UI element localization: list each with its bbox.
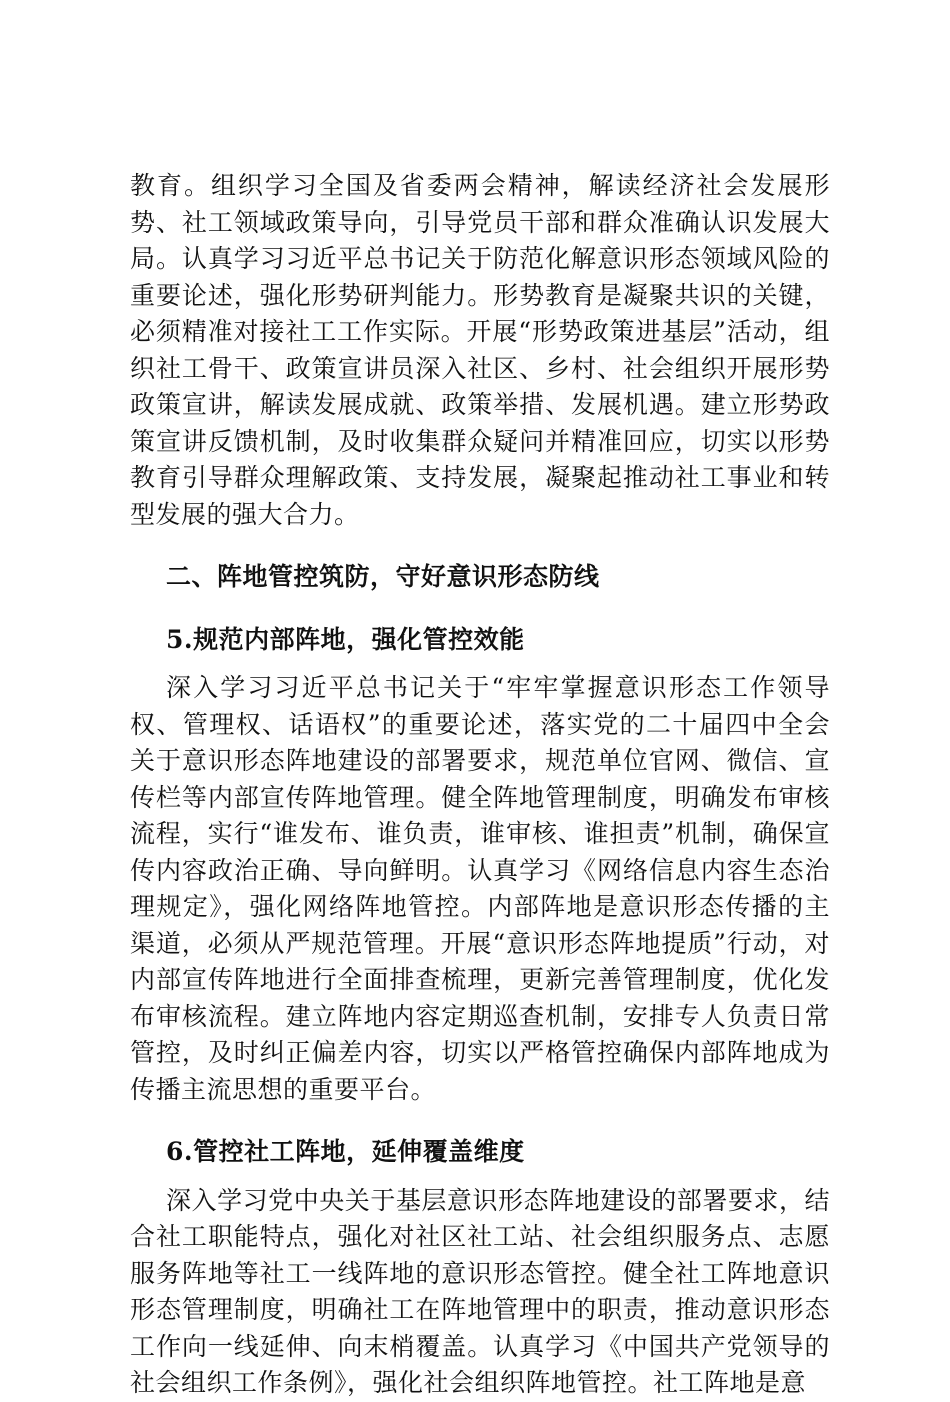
section-two-heading: 二、阵地管控筑防，守好意识形态防线 [166,562,600,591]
item-5-paragraph: 深入学习习近平总书记关于“牢牢掌握意识形态工作领导权、管理权、话语权”的重要论述，落实党的二十届四中全会关于意识形态阵地建设的部署要求，规范单位官网、微信、宣传栏等内部宣传阵地管理。健全阵地管理制度，明确发布审核流程，实行“谁发布、谁负责，谁审核、谁担责”机制，确保宣传内容政治正确、导向鲜明。认真学习《网络信息内容生态治理规定》，强化网络阵地管控。内部阵地是意识形态传播的主渠道，必须从严规范管理。开展“意识形态阵地提质”行动，对内部宣传阵地进行全面排查梳理，更新完善管理制度，优化发布审核流程。建立阵地内容定期巡查机制，安排专人负责日常管控，及时纠正偏差内容，切实以严格管控确保内部阵地成为传播主流思想的重要平台。 [130,673,830,1104]
intro-paragraph: 教育。组织学习全国及省委两会精神，解读经济社会发展形势、社工领域政策导向，引导党员干部和群众准确认识发展大局。认真学习习近平总书记关于防范化解意识形态领域风险的重要论述，强化形势研判能力。形势教育是凝聚共识的关键，必须精准对接社工工作实际。开展“形势政策进基层”活动，组织社工骨干、政策宣讲员深入社区、乡村、社会组织开展形势政策宣讲，解读发展成就、政策举措、发展机遇。建立形势政策宣讲反馈机制，及时收集群众疑问并精准回应，切实以形势教育引导群众理解政策、支持发展，凝聚起推动社工事业和转型发展的强大合力。 [130,171,830,529]
item-6-heading: 6.管控社工阵地，延伸覆盖维度 [166,1137,525,1166]
item-6-paragraph: 深入学习党中央关于基层意识形态阵地建设的部署要求，结合社工职能特点，强化对社区社工站、社会组织服务点、志愿服务阵地等社工一线阵地的意识形态管控。健全社工阵地意识形态管理制度，明确社工在阵地管理中的职责，推动意识形态工作向一线延伸、向末梢覆盖。认真学习《中国共产党领导的社会组织工作条例》，强化社会组织阵地管控。社工阵地是意 [130,1185,830,1397]
document-page [130,168,830,1402]
item-5-heading: 5.规范内部阵地，强化管控效能 [166,624,525,654]
